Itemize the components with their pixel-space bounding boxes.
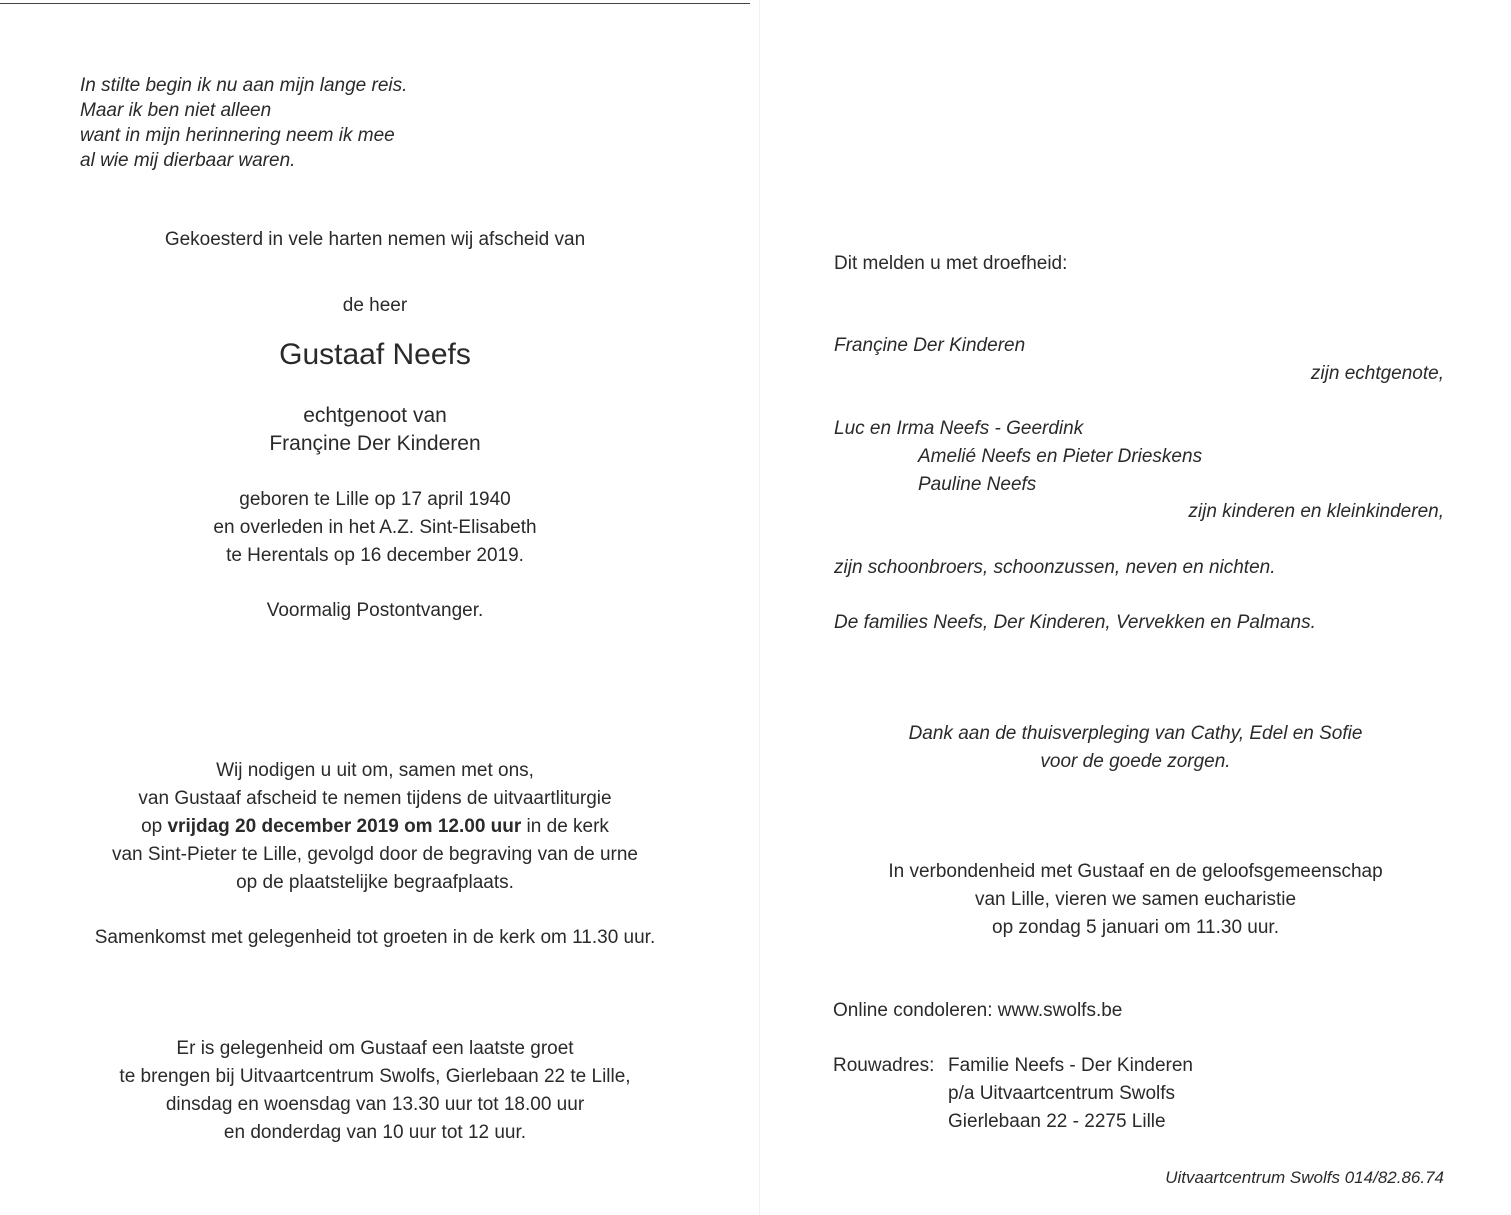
mass-line-3: op zondag 5 januari om 11.30 uur. <box>992 917 1279 938</box>
inlaws-line: zijn schoonbroers, schoonzussen, neven en nichten. <box>834 557 1276 578</box>
children-role: zijn kinderen en kleinkinderen, <box>1188 501 1444 522</box>
poem-line-4: al wie mij dierbaar waren. <box>80 150 296 171</box>
thanks-line-1: Dank aan de thuisverpleging van Cathy, Edel en Sofie <box>908 723 1363 744</box>
invite-line-2: van Gustaaf afscheid te nemen tijdens de uitvaartliturgie <box>138 788 612 809</box>
invite-line-5: op de plaatstelijke begraafplaats. <box>236 872 514 893</box>
visit-line-3: dinsdag en woensdag van 13.30 uur tot 18.00 uur <box>165 1094 585 1115</box>
top-rule <box>0 3 750 4</box>
mass-line-1: In verbondenheid met Gustaaf en de geloofsgemeenschap <box>888 861 1383 882</box>
visit-line-2: te brengen bij Uitvaartcentrum Swolfs, Gierlebaan 22 te Lille, <box>119 1066 631 1087</box>
birth-info: geboren te Lille op 17 april 1940 <box>239 489 511 510</box>
announcement: Dit melden u met droefheid: <box>834 253 1068 274</box>
funeral-date: vrijdag 20 december 2019 om 12.00 uur <box>167 816 522 837</box>
death-info-1: en overleden in het A.Z. Sint-Elisabeth <box>213 517 537 538</box>
address-label: Rouwadres: <box>833 1055 935 1076</box>
address-line-3: Gierlebaan 22 - 2275 Lille <box>948 1111 1166 1132</box>
poem-line-2: Maar ik ben niet alleen <box>80 100 272 121</box>
occupation: Voormalig Postontvanger. <box>266 600 484 621</box>
deceased-name: Gustaaf Neefs <box>279 338 471 371</box>
families-line: De families Neefs, Der Kinderen, Vervekken en Palmans. <box>834 612 1316 633</box>
honorific: de heer <box>342 295 408 316</box>
mass-line-2: van Lille, vieren we samen eucharistie <box>974 889 1297 910</box>
invite-line-1: Wij nodigen u uit om, samen met ons, <box>216 760 534 781</box>
spouse-label: echtgenoot van <box>303 404 447 427</box>
wife-name: Françine Der Kinderen <box>834 335 1026 356</box>
card-fold <box>759 0 760 1215</box>
grandchild-1: Amelié Neefs en Pieter Drieskens <box>918 446 1203 467</box>
invite-line-4: van Sint-Pieter te Lille, gevolgd door de begraving van de urne <box>111 844 638 865</box>
online-condolence: Online condoleren: www.swolfs.be <box>833 1000 1123 1021</box>
invite-line-3: op vrijdag 20 december 2019 om 12.00 uur in de kerk <box>141 816 609 837</box>
spouse-name: Françine Der Kinderen <box>269 432 481 455</box>
death-info-2: te Herentals op 16 december 2019. <box>226 545 524 566</box>
grandchild-2: Pauline Neefs <box>918 474 1037 495</box>
thanks-line-2: voor de goede zorgen. <box>1040 751 1231 772</box>
poem-line-3: want in mijn herinnering neem ik mee <box>80 125 395 146</box>
gathering-info: Samenkomst met gelegenheid tot groeten in de kerk om 11.30 uur. <box>94 927 656 948</box>
funeral-home-footer: Uitvaartcentrum Swolfs 014/82.86.74 <box>1165 1168 1444 1187</box>
address-line-1: Familie Neefs - Der Kinderen <box>948 1055 1193 1076</box>
poem-line-1: In stilte begin ik nu aan mijn lange reis. <box>80 75 408 96</box>
visit-line-1: Er is gelegenheid om Gustaaf een laatste groet <box>176 1038 574 1059</box>
child-name: Luc en Irma Neefs - Geerdink <box>834 418 1084 439</box>
visit-line-4: en donderdag van 10 uur tot 12 uur. <box>223 1122 527 1143</box>
intro-text: Gekoesterd in vele harten nemen wij afscheid van <box>164 229 586 250</box>
address-line-2: p/a Uitvaartcentrum Swolfs <box>948 1083 1176 1104</box>
wife-role: zijn echtgenote, <box>1310 363 1444 384</box>
